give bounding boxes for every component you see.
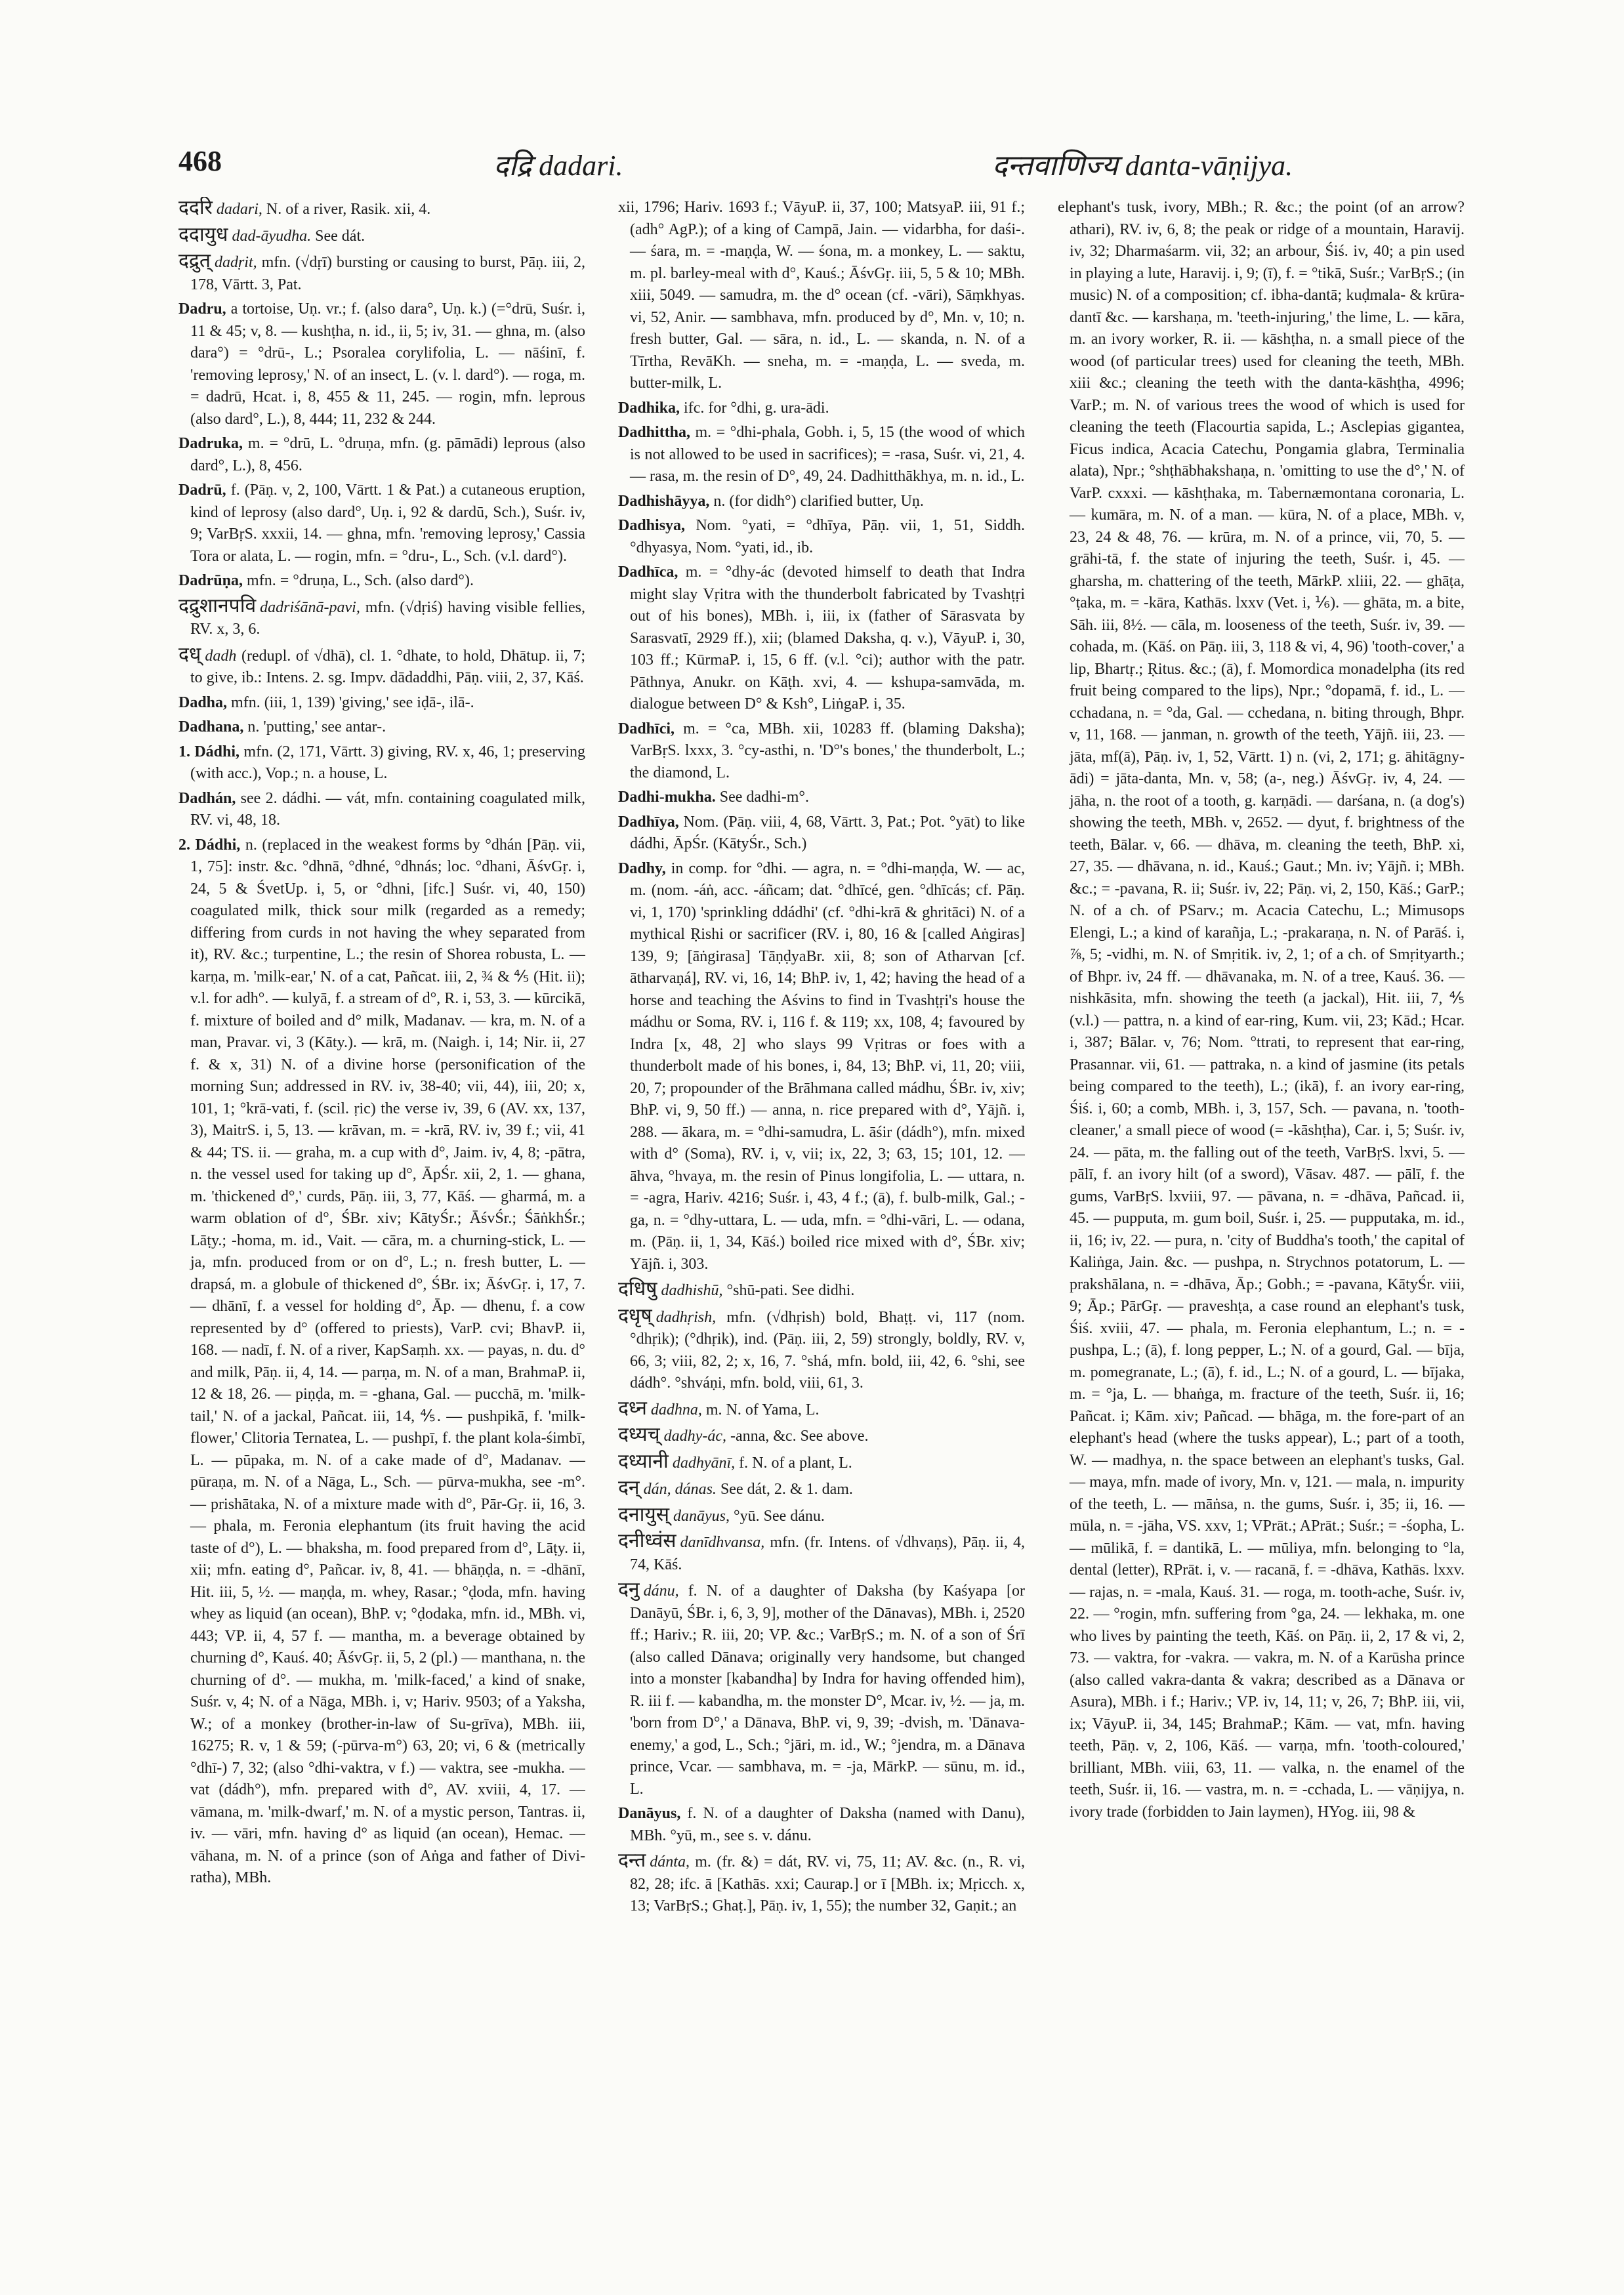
headword: Dadhy, <box>618 859 666 877</box>
devanagari-headword: दद्रुशानपवि <box>178 594 257 617</box>
right-guide-word: दन्तवाणिज्य danta-vāṇijya. <box>992 150 1293 182</box>
dictionary-entry <box>618 1477 1025 1501</box>
entry-text: -anna, &c. See above. <box>730 1428 869 1445</box>
headword: danāyus, <box>673 1507 730 1525</box>
dictionary-entry <box>618 812 1025 856</box>
headword: Dadhīci, <box>618 720 675 737</box>
entry-text: see 2. dádhi. — vát, mfn. containing coagulated milk, RV. vi, 48, 18. <box>190 789 585 829</box>
entry-text: xii, 1796; Hariv. 1693 f.; VāyuP. ii, 37, 100; MatsyaP. iii, 91 f.; (adh° AgP.); of a king of Campā, Jain. — vidarbha, for daśi-. — śara, m. = -maṇḍa, W. — śona, m. a monkey, L. — saktu, m. pl. barley-meal with d°, Kauś.; ĀśvGṛ. iii, 5, 5 & 10; MBh. xiii, 5049. — samudra, m. the d° ocean (cf. -vāri), Sāṃkhyas. vi, 52, Anir. — sambhava, mfn. produced by d°, Mn. v, 10; n. fresh butter, Gal. — sāra, n. id., L. — skanda, n. N. of a Tīrtha, RevāKh. — sneha, m. = -maṇḍa, L. — sveda, m. butter-milk, L. <box>618 199 1025 392</box>
entry-text: elephant's tusk, ivory, MBh.; R. &c.; the point (of an arrow? athari), RV. iv, 6, 8; the peak or ridge of a mountain, Haravij. iv, 32; Dharmaśarm. vii, 32; an arbour, Śiś. iv, 40; a pin used in playing a lute, Haravij. i, 9; (ī), f. = °tikā, Suśr.; VarBṛS.; (in music) N. of a composition; cf. ibha-dantā; kuḍmala- & krūra-dantī &c. — karshaṇa, m. 'teeth-injuring,' the lime, L. — kāra, m. an ivory worker, R. ii. — kāshṭha, n. a small piece of the wood (of particular trees) used for cleaning the teeth, MBh. xiii &c.; cleaning the teeth with the danta-kāshṭha, 4996; VarP.; m. N. of various trees the wood of which is used for cleaning the teeth (Flacourtia sapida, L.; Asclepias gigantea, Ficus indica, Acacia Catechu, Pongamia glabra, Terminalia alata), Npr.; °shṭhābhakshaṇa, n. 'omitting to use the d°,' N. of VarP. cxxxi. — kāshṭhaka, m. Tabernæmontana coronaria, L. — kumāra, m. N. of a man. — kūra, N. of a place, MBh. v, 23, 24 & 48, 76. — krūra, m. N. of a prince, vii, 70, 5. — grāhi-tā, f. the state of injuring the teeth, Suśr. i, 45. — gharsha, m. chattering of the teeth, MārkP. xliii, 22. — ghāṭa, °ṭaka, m. = -kāra, Kathās. lxxv (Vet. i, ⅙). — ghāta, m. a bite, Sāh. iii, 8½. — cāla, m. looseness of the teeth, Suśr. iv, 39. — cohada, m. (Kāś. on Pāṇ. iii, 3, 118 & vi, 4, 96) 'tooth-cover,' a lip, Bhartṛ.; Ṛitus. &c.; (ā), f. Momordica monadelpha (its red fruit being compared to the lips), Npr.; °dopamā, f. id., L. — cchadana, n. = °da, Gal. — cchedana, n. biting through, Bhpr. v, 11, 168. — janman, n. growth of the teeth, Yājñ. iii, 23. — jāta, mf(ā), Pāṇ. iv, 1, 52, Vārtt. 1) n. (vi, 2, 171; g. āhitāgny-ādi) = jāta-danta, Mn. v, 58; (a-, neg.) ĀśvGṛ. iv, 4, 24. — jāha, n. the root of a tooth, g. karṇādi. — darśana, n. (a dog's) showing the teeth, MBh. v, 2652. — dyut, f. brightness of the teeth, Bālar. v, 66. — dhāva, m. cleaning the teeth, BhP. xi, 27, 35. — dhāvana, n. id., Kauś.; Gaut.; Mn. iv; Yājñ. i; MBh. &c.; = -pavana, R. ii; Suśr. iv, 22; Pāṇ. vi, 2, 150, Kāś.; GarP.; N. of a ch. of PSarv.; m. Acacia Catechu, L.; Mimusops Elengi, L.; a kind of karañja, L.; -prakaraṇa, n. N. of Parāś. i, ⅞, 5; -vidhi, m. N. of Smṛitik. iv, 2, 1; of a ch. of Smṛityarth.; of Bhpr. iv, 24 ff. — dhāvanaka, m. N. of a tree, Kauś. 36. — nishkāsita, mfn. showing the teeth (a jackal), Hit. iii, 7, ⅘ (v.l.) — pattra, n. a kind of ear-ring, Kum. vii, 23; Kād.; Hcar. i, 387; Bālar. v, 76; Nom. °ttrati, to represent that ear-ring, Prasannar. vii, 61. — pattraka, n. a kind of jasmine (its petals being compared to the teeth), L.; (ikā), f. an ivory ear-ring, Śiś. i, 60; a comb, MBh. i, 3, 157, Sch. — pavana, n. 'tooth-cleaner,' a small piece of wood (= -kāshṭha), Car. i, 5; Suśr. iv, 24. — pāta, m. the falling out of the teeth, VarBṛS. lxvi, 5. — pālī, f. an ivory hilt (of a sword), Vāsav. 487. — pālī, f. the gums, VarBṛS. lxviii, 97. — pāvana, n. = -dhāva, Pañcad. ii, 45. — pupputa, m. gum boil, Suśr. i, 25. — pupputaka, m. id., ii, 16; iv, 22. — pura, n. 'city of Buddha's tooth,' the capital of Kaliṅga, Jain. &c. — pushpa, n. Strychnos potatorum, L. — prakshālana, n. = -dhāva, Āp.; Gobh.; = -pavana, KātyŚr. viii, 9; Āp.; PārGṛ. — praveshṭa, a case round an elephant's tusk, Śiś. xviii, 47. — phala, m. Feronia elephantum, L.; n. = -pushpa, L.; (ā), f. long pepper, L.; N. of a gourd, Gal. — bīja, m. pomegranate, L.; (ā), f. id., L.; N. of a gourd, L. — bījaka, m. = °ja, L. — bhaṅga, m. fracture of the teeth, Suśr. ii, 16; Pañcat. i; Kām. xiv; Pañcad. — bhāga, m. the fore-part of an elephant's head (where the tusks appear), L.; part of a tooth, W. — madhya, n. the space between an elephant's tusks, Gal. — maya, mfn. made of ivory, Mn. v, 121. — mala, n. impurity of the teeth, L. — māṅsa, n. the gums, Suśr. i, 35; ii, 16. — mūla, n. = -jāha, VS. xxv, 1; VPrāt.; APrāt.; Suśr.; = -śopha, L. — mūlikā, f. = dantikā, L. — mūliya, mfn. belonging to °la, dental (letter), RPrāt. i, v. — racanā, f. = -dhāva, Kathās. lxxv. — rajas, n. = -mala, Kauś. 31. — roga, m. tooth-ache, Suśr. iv, 22. — °rogin, mfn. suffering from °ga, 24. — lekhaka, m. one who lives by painting the teeth, Kāś. on Pāṇ. ii, 2, 17 & vi, 2, 73. — vaktra, for -vakra. — vakra, m. N. of a Karūsha prince (also called vakra-danta & vakra; described as a Dānava or Asura), MBh. i f.; Hariv.; VP. iv, 14, 11; v, 26, 7; BhP. iii, vii, ix; VāyuP. ii, 34, 145; BrahmaP.; Kām. — vat, mfn. having teeth, Pāṇ. v, 2, 106, Kāś. — varṇa, mfn. 'tooth-coloured,' brilliant, MBh. viii, 63, 11. — valka, n. the enamel of the teeth, Suśr. ii, 16. — vastra, m. n. = -cchada, L. — vāṇijya, n. ivory trade (forbidden to Jain laymen), HYog. iii, 98 & <box>1058 199 1465 1821</box>
entry-text: See dát, 2. & 1. dam. <box>720 1481 853 1498</box>
dictionary-entry <box>618 1451 1025 1475</box>
entry-text: mfn. = °druṇa, L., Sch. (also dard°). <box>247 572 474 589</box>
entry-text: m. N. of Yama, L. <box>705 1401 820 1418</box>
entry-text: in comp. for °dhi. — agra, n. = °dhi-maṇḍa, W. — ac, m. (nom. -áṅ, acc. -áñcam; dat. °dhīcé, gen. °dhīcás; cf. Pāṇ. vi, 1, 170) 'sprinkling ddádhi' (cf. °dhi-krā & ghritāci) N. of a mythical Ṛishi or sacrificer (RV. i, 80, 16 & [called Aṅgiras] 139, 9; [āṅgirasa] TāṇḍyaBr. xii, 8; son of Atharvan [cf. ātharvaṇá], RV. vi, 16, 14; BhP. iv, 1, 42; having the head of a horse and teaching the Aśvins to find in Tvashṭṛi's house the mádhu or Soma, RV. i, 116 f. & 119; xx, 108, 4; favoured by Indra [x, 48, 2] who slays 99 Vṛitras or foes with a thunderbolt made of his bones, i, 84, 13; BhP. vi, 11, 20; viii, 20, 7; propounder of the Brāhmana called mádhu, ŚBr. iv, xiv; BhP. vi, 9, 50 ff.) — anna, n. rice prepared with d°, Yājñ. i, 288. — ākara, m. = °dhi-samudra, L. āśir (dádh°), mfn. mixed with d° (Soma), RV. i, v, vii; ix, 22, 3; 63, 15; 101, 12. — āhva, °hvaya, m. the resin of Pinus longifolia, L. — uttara, n. = -agra, Hariv. 4216; Suśr. i, 43, 4 f.; (ā), f. bulb-milk, Gal.; -ga, n. = °dhy-uttara, L. — uda, mfn. = °dhi-vāri, L. — odana, m. (Pāṇ. ii, 1, 34, Kāś.) boiled rice mixed with d°, ŚBr. xiv; Yājñ. i, 303. <box>630 859 1025 1273</box>
entry-text: f. (Pāṇ. v, 2, 100, Vārtt. 1 & Pat.) a cutaneous eruption, kind of leprosy (also dard°, Uṇ. i, 92 & dardū, Sch.), Suśr. iv, 9; VarBṛS. xxxii, 14. — ghna, mfn. 'removing leprosy,' Cassia Tora or alata, L. — rogin, mfn. = °dru-, L., Sch. (v.l. dard°). <box>190 482 585 565</box>
headword: Dadru, <box>178 300 226 318</box>
headword: 2. Dádhi, <box>178 836 241 854</box>
column-3 <box>1058 197 1465 2218</box>
entry-text: N. of a river, Rasik. xii, 4. <box>266 201 431 218</box>
dictionary-entry <box>618 398 1025 420</box>
entry-text: mfn. (iii, 1, 139) 'giving,' see iḍā-, ilā-. <box>231 693 474 711</box>
entry-text: °shū-pati. See didhi. <box>726 1282 855 1299</box>
entry-text: mfn. (√dṛiś) having visible fellies, RV. x, 3, 6. <box>190 598 585 638</box>
entry-text: mfn. (2, 171, Vārtt. 3) giving, RV. x, 46, 1; preserving (with acc.), Vop.; n. a house, L. <box>190 743 585 782</box>
dictionary-entry <box>618 1278 1025 1302</box>
devanagari-headword: दन् <box>618 1477 640 1499</box>
dictionary-entry <box>178 250 585 296</box>
dictionary-entry <box>178 433 585 477</box>
headword: dánta, <box>650 1853 690 1871</box>
headword: dadari, <box>216 201 262 218</box>
devanagari-headword: दध्यानी <box>618 1450 669 1472</box>
headword: Dadhishāyya, <box>618 492 710 510</box>
dictionary-entry <box>178 716 585 739</box>
dictionary-entry <box>178 480 585 568</box>
dictionary-entry <box>618 562 1025 716</box>
headword: dadhyānī, <box>672 1454 736 1472</box>
dictionary-entry <box>618 718 1025 785</box>
headword: Dadha, <box>178 693 228 711</box>
column-1 <box>178 197 585 2218</box>
headword: Dadrūṇa, <box>178 572 243 589</box>
entry-text: m. = °dhy-ác (devoted himself to death that Indra might slay Vṛitra with the thunderbolt fabricated by Tvashṭṛi out of his bones), MBh. i, iii, ix (father of Sārasvata by Sarasvatī, 2929 ff.), xii; (blamed Daksha, q. v.), VāyuP. i, 30, 103 ff.; KūrmaP. i, 15, 6 ff. (v.l. °ci); author with the patr. Pāthnya, Anukr. on Kāṭh. xvi, 4. — kshupa-samvāda, m. dialogue between D° & Ksh°, LiṅgaP. i, 35. <box>630 564 1025 713</box>
entry-text: n. 'putting,' see antar-. <box>247 718 386 735</box>
headword: dadhṛish, <box>656 1308 717 1326</box>
dictionary-entry <box>618 858 1025 1276</box>
entry-text: Nom. (Pāṇ. viii, 4, 68, Vārtt. 3, Pat.; Pot. °yāt) to like dádhi, ĀpŚr. (KātyŚr., Sch.) <box>630 813 1025 852</box>
entry-text: f. N. of a plant, L. <box>739 1454 852 1472</box>
dictionary-entry <box>178 644 585 690</box>
dictionary-entry <box>1058 197 1465 1823</box>
entry-text: °yū. See dánu. <box>734 1507 825 1525</box>
dictionary-entry <box>178 570 585 592</box>
entry-text: m. = °dhi-phala, Gobh. i, 5, 15 (the wood of which is not allowed to be used in sacrifices); = -rasa, Suśr. vi, 21, 4. — rasa, m. the resin of D°, 49, 24. Dadhitthākhya, m. n. id., L. <box>630 424 1025 485</box>
page-number: 468 <box>178 145 222 177</box>
devanagari-headword: ददरि <box>178 197 213 218</box>
dictionary-entry <box>618 515 1025 559</box>
dictionary-entry <box>618 197 1025 395</box>
headword: dadṛit, <box>214 254 257 271</box>
entry-text: See dadhi-m°. <box>719 789 809 806</box>
dictionary-entry <box>178 788 585 832</box>
entry-text: mfn. (fr. Intens. of √dhvaṇs), Pāṇ. ii, 4, 74, Kāś. <box>630 1534 1025 1573</box>
entry-text: f. N. of a daughter of Daksha (named with Danu), MBh. °yū, m., see s. v. dánu. <box>630 1805 1025 1844</box>
dictionary-entry <box>618 787 1025 809</box>
headword: dad-āyudha. <box>232 227 312 245</box>
left-guide-word: दद्रि dadari. <box>493 150 623 182</box>
dictionary-entry <box>618 1397 1025 1422</box>
entry-text: f. N. of a daughter of Daksha (by Kaśyapa [or Danāyū, ŚBr. i, 6, 3, 9], mother of the Dānavas), MBh. i, 2520 ff.; Hariv.; R. iii, 20; VP. &c.; VarBṛS.; m. N. of a son of Śrī (also called Dānava; originally very handsome, but changed into a monster [kabandha] by Indra for having offended him), R. iii f. — kabandha, m. the monster D°, Mcar. iv, ½. — ja, m. 'born from D°,' a Dānava, BhP. vi, 9, 39; -dvish, m. 'Dānava-enemy,' a god, L., Sch.; °jāri, m. id., W.; °jendra, m. a Dānava prince, Vcar. — sambhava, m. = -ja, MārkP. — sūnu, m. id., L. <box>630 1582 1025 1798</box>
headword: dadhna, <box>650 1401 702 1418</box>
headword: dadhishū, <box>661 1282 723 1299</box>
headword: dadriśānā-pavi, <box>260 598 360 616</box>
devanagari-headword: दधिषु <box>618 1278 657 1300</box>
entry-text: ifc. for °dhi, g. ura-ādi. <box>684 399 829 417</box>
headword: Dadhi-mukha. <box>618 789 716 806</box>
dictionary-entry <box>178 741 585 785</box>
headword: Dadhittha, <box>618 424 691 441</box>
dictionary-entry <box>178 224 585 248</box>
entry-text: mfn. (√dṛī) bursting or causing to burst, Pāṇ. iii, 2, 178, Vārtt. 3, Pat. <box>190 254 585 293</box>
dictionary-entry <box>618 1530 1025 1576</box>
devanagari-headword: दधृष् <box>618 1304 652 1327</box>
entry-text: n. (replaced in the weakest forms by °dhán [Pāṇ. vii, 1, 75]: instr. &c. °dhnā, °dhné, °dhnás; loc. °dhani, ĀśvGṛ. i, 24, 5 & ŚvetUp. i, 5, or °dhni, [ifc.] Suśr. vi, 40, 150) coagulated milk, thick sour milk (regarded as a remedy; differing from curds in not having the whey separated from it), RV. &c.; turpentine, L.; the resin of Shorea robusta, L. — karṇa, m. 'milk-ear,' N. of a cat, Pañcat. iii, 2, ¾ & ⅘ (Hit. ii); v.l. for adh°. — kulyā, f. a stream of d°, R. i, 53, 3. — kūrcikā, f. mixture of boiled and d° milk, Madanav. — kra, m. N. of a man, Pravar. vi, 3 (Kāty.). — krā, m. (Naigh. i, 14; Nir. ii, 27 f. & x, 31) N. of a divine horse (personification of the morning Sun; addressed in RV. iv, 38-40; vii, 44), iii, 20; x, 101, 1; °krā-vati, f. (scil. ṛic) the verse iv, 39, 6 (AV. xx, 137, 3), MaitrS. i, 5, 13. — krāvan, m. = -krā, RV. iv, 39 f.; vii, 41 & 44; TS. ii. — graha, m. a cup with d°, Jaim. iv, 4, 8; -pātra, n. the vessel used for taking up d°, ĀpŚr. xii, 2, 1. — ghana, m. 'thickened d°,' curds, Pāṇ. iii, 3, 77, Kāś. — gharmá, m. a warm oblation of d°, ŚBr. xiv; KātyŚr.; ĀśvŚr.; ŚāṅkhŚr.; Lāṭy.; -homa, m. id., Vait. — cāra, m. a churning-stick, L. — ja, mfn. produced from or on d°, L.; n. fresh butter, L. — drapsá, m. a globule of thickened d°, ŚBr. ix; ĀśvGṛ. i, 17, 7. — dhānī, f. a vessel for holding d°, Āp. — dhenu, f. a cow represented by d° (offered to priests), VarP. cvi; BhavP. ii, 168. — nadī, f. N. of a river, KapSaṃh. xx. — payas, n. du. d° and milk, Pāṇ. ii, 4, 14. — parṇa, m. N. of a man, BrahmaP. ii, 12 & 18, 26. — piṇḍa, m. = -ghana, Gal. — pucchā, m. 'milk-tail,' N. of a jackal, Pañcat. iii, 14, ⅘. — pushpikā, f. 'milk-flower,' Clitoria Ternatea, L. — pushpī, f. the plant kola-śimbī, L. — pūpaka, m. N. of a cake made of d°, Madanav. — pūraṇa, m. N. of a Nāga, L., Sch. — pūrva-mukha, see -m°. — prishātaka, N. of a mixture made with d°, Pār-Gṛ. ii, 16, 3. — phala, m. Feronia elephantum (its fruit having the acid taste of d°), L. — bhaksha, m. food prepared from d°, Lāṭy. ii, xii; mfn. eating d°, Pañcar. iv, 8, 41. — bhāṇḍa, n. = -dhānī, Hit. iii, 5, ½. — maṇḍa, m. whey, Rasar.; °ḍoda, mfn. having whey as liquid (an ocean), BhP. v; °ḍodaka, mfn. id., MBh. vi, 443; VP. ii, 4, 57 f. — mantha, m. a beverage obtained by churning d°, Kauś. 40; ĀśvGṛ. ii, 5, 2 (pl.) — manthana, n. the churning of d°. — mukha, m. 'milk-faced,' a kind of snake, Suśr. v, 4; N. of a Nāga, MBh. i, v; Hariv. 9503; of a Yaksha, W.; of a monkey (brother-in-law of Su-grīva), MBh. iii, 16275; R. v, 1 & 59; (-pūrva-m°) 63, 20; vi, 6 & (metrically °dhī-) 7, 32; (also °dhi-vaktra, v f.) — vaktra, see -mukha. — vat (dádh°), mfn. prepared with d°, AV. xviii, 4, 17. — vāmana, m. 'milk-dwarf,' m. N. of a mystic person, Tantras. ii, iv. — vāri, mfn. having d° as liquid (an ocean), Hemac. — vāhana, m. N. of a prince (son of Aṅga and father of Divi-ratha), MBh. <box>190 836 585 1886</box>
devanagari-headword: दन्त <box>618 1850 646 1871</box>
entry-text: m. = °drū, L. °druṇa, mfn. (g. pāmādi) leprous (also dard°, L.), 8, 456. <box>190 435 585 474</box>
devanagari-headword: दद्रुत् <box>178 250 211 272</box>
dictionary-entry <box>618 1803 1025 1847</box>
entry-text: n. (for didh°) clarified butter, Uṇ. <box>713 492 924 510</box>
headword: 1. Dádhi, <box>178 743 240 760</box>
devanagari-headword: दनु <box>618 1579 640 1600</box>
headword: Dadruka, <box>178 435 243 452</box>
entry-text: (redupl. of √dhā), cl. 1. °dhate, to hold, Dhātup. ii, 7; to give, ib.: Intens. 2. sg. Impv. dādaddhi, Pāṇ. viii, 2, 37, Kāś. <box>190 647 585 686</box>
headword: Danāyus, <box>618 1805 681 1822</box>
headword: dadh <box>205 647 237 665</box>
entry-text: m. (fr. &) = dát, RV. vi, 75, 11; AV. &c. (n., R. vi, 82, 28; ifc. ā [Kathās. xxi; Caurap.] or ī [MBh. ix; Mṛicch. x, 13; VarBṛS.; Ghaṭ.], Pāṇ. iv, 1, 55); the number 32, Gaṇit.; an <box>630 1853 1025 1914</box>
dictionary-entry <box>618 1850 1025 1918</box>
devanagari-headword: दनायुस् <box>618 1503 670 1525</box>
text-columns <box>178 197 1465 2218</box>
headword: dán, dánas. <box>643 1481 717 1498</box>
headword: danīdhvansa, <box>680 1534 765 1551</box>
entry-text: a tortoise, Uṇ. vr.; f. (also dara°, Uṇ. k.) (=°drū, Suśr. i, 11 & 45; v, 8. — kushṭha, n. id., ii, 5; iv, 31. — ghna, m. (also dara°) = °drū-, L.; Psoralea corylifolia, L. — nāśinī, f. 'removing leprosy,' N. of an insect, L. (v. l. dard°). — roga, m. = dadrū, Hcat. i, 8, 455 & 11, 245. — rogin, mfn. leprous (also dard°, L.), 8, 444; 11, 232 & 244. <box>190 300 585 428</box>
devanagari-headword: दध्यच् <box>618 1424 660 1445</box>
headword: Dadhisya, <box>618 517 686 534</box>
dictionary-entry <box>178 692 585 714</box>
entry-text: mfn. (√dhṛish) bold, Bhaṭṭ. vi, 117 (nom. °dhṛik); (°dhṛik), ind. (Pāṇ. iii, 2, 59) strongly, boldly, RV. v, 66, 3; viii, 82, 2; x, 16, 7. °shá, mfn. bold, iii, 42, 6. °shi, see dádh°. °shváṇi, mfn. bold, viii, 61, 3. <box>630 1308 1025 1392</box>
headword: dánu, <box>643 1582 679 1600</box>
dictionary-entry <box>618 1579 1025 1800</box>
dictionary-entry <box>618 1305 1025 1395</box>
headword: dadhy-ác, <box>663 1428 726 1445</box>
entry-text: See dát. <box>315 227 365 245</box>
headword: Dadhīya, <box>618 813 679 831</box>
headword: Dadhana, <box>178 718 244 735</box>
headword: Dadhika, <box>618 399 680 417</box>
dictionary-entry <box>178 197 585 221</box>
dictionary-entry <box>618 491 1025 513</box>
dictionary-entry <box>178 299 585 430</box>
dictionary-entry <box>618 1424 1025 1448</box>
headword: Dadhán, <box>178 789 236 807</box>
devanagari-headword: ददायुध <box>178 223 228 245</box>
entry-text: Nom. °yati, = °dhīya, Pāṇ. vii, 1, 51, Siddh. °dhyasya, Nom. °yati, id., ib. <box>630 517 1025 556</box>
dictionary-entry <box>618 422 1025 488</box>
devanagari-headword: दनीध्वंस <box>618 1530 677 1552</box>
devanagari-headword: दध्न <box>618 1397 647 1419</box>
headword: Dadrū, <box>178 482 226 499</box>
devanagari-headword: दध् <box>178 643 201 665</box>
page-header <box>178 138 1465 190</box>
dictionary-entry <box>618 1504 1025 1528</box>
headword: Dadhīca, <box>618 564 678 581</box>
dictionary-entry <box>178 595 585 641</box>
dictionary-entry <box>178 835 585 1890</box>
column-2 <box>618 197 1025 2218</box>
entry-text: m. = °ca, MBh. xii, 10283 ff. (blaming Daksha); VarBṛS. lxxx, 3. °cy-asthi, n. 'D°'s bones,' the thunderbolt, L.; the diamond, L. <box>630 720 1025 781</box>
